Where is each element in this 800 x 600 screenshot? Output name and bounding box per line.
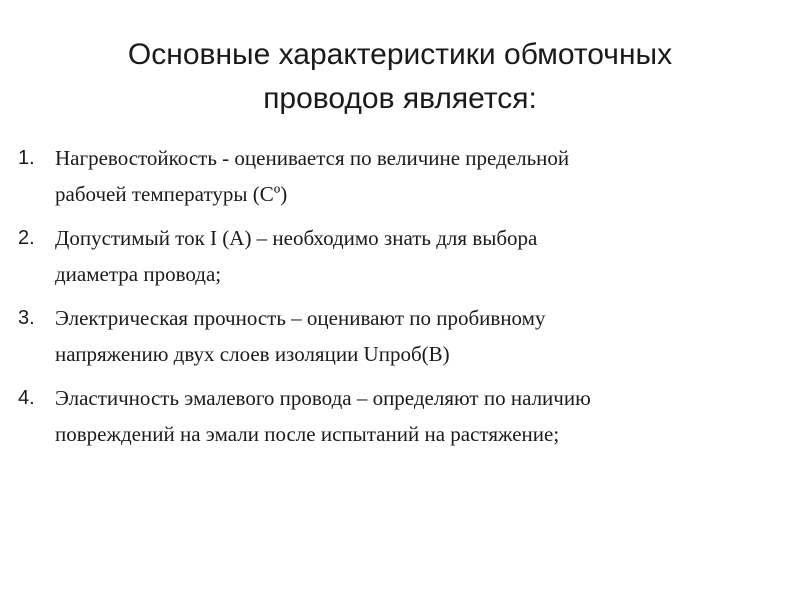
slide-title [40, 33, 760, 121]
list-item-number: 4. [18, 387, 35, 409]
list-item-line: Электрическая прочность – оценивают по пробивному [55, 306, 546, 330]
list-item [18, 300, 788, 372]
list-item-number: 2. [18, 227, 35, 249]
list-item-line: диаметра провода; [55, 262, 222, 286]
list-item-line: Допустимый ток I (А) – необходимо знать для выбора [55, 226, 538, 250]
list-item-line: напряжению двух слоев изоляции Uпроб(В) [55, 342, 450, 366]
list-item [18, 220, 788, 292]
slide-title-line-1: Основные характеристики обмоточных [127, 38, 673, 71]
list-item-text [55, 220, 788, 292]
list-item-line: Эластичность эмалевого провода – определяют по наличию [55, 386, 591, 410]
list-item-line: повреждений на эмали после испытаний на растяжение; [55, 422, 560, 446]
list-item-number: 1. [18, 147, 35, 169]
list-item-text [55, 380, 788, 452]
list-item-text [55, 300, 788, 372]
list-item-number: 3. [18, 307, 35, 329]
characteristics-list [18, 140, 788, 460]
list-item-line: рабочей температуры (Сº) [55, 182, 288, 206]
list-item-text [55, 140, 788, 212]
list-item [18, 380, 788, 452]
slide-title-line-2: проводов является: [263, 82, 537, 115]
list-item-line: Нагревостойкость - оценивается по величине предельной [55, 146, 570, 170]
list-item [18, 140, 788, 212]
